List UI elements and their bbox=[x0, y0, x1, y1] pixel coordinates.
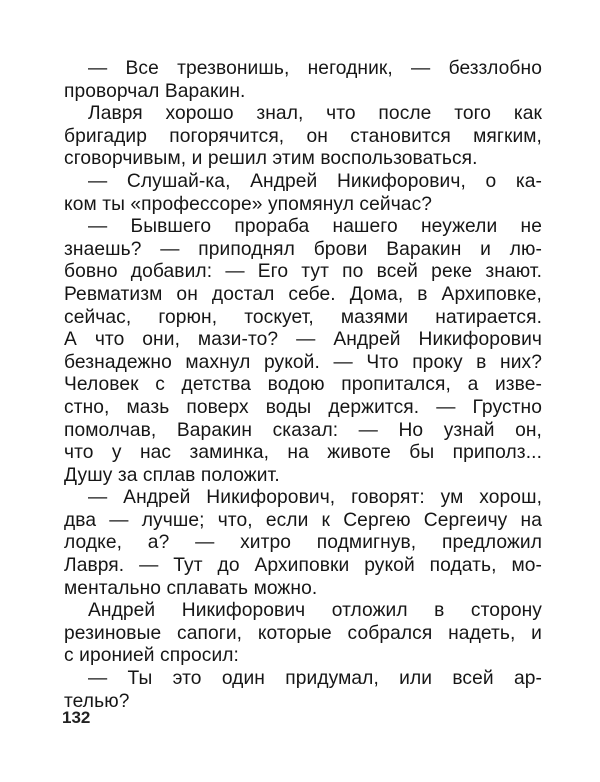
text-line: с иронией спросил: bbox=[64, 645, 239, 667]
text-line: проворчал Варакин. bbox=[64, 80, 246, 102]
text-line: — Слушай-ка, Андрей Никифорович, о ка- bbox=[88, 170, 542, 192]
text-line: два — лучше; что, если к Сергею Сергеичу на bbox=[64, 509, 542, 531]
text-line: бригадир погорячится, он становится мягким, bbox=[64, 125, 542, 147]
text-line: ком ты «профессоре» упомянул сейчас? bbox=[64, 193, 433, 215]
text-line: сговорчивым, и решил этим воспользоваться. bbox=[64, 148, 478, 170]
text-line: — Бывшего прораба нашего неужели не bbox=[88, 216, 542, 238]
text-line: ментально сплавать можно. bbox=[64, 577, 318, 599]
text-line: Ревматизм он достал себе. Дома, в Архиповке, bbox=[64, 283, 542, 305]
text-line: помолчав, Варакин сказал: — Но узнай он, bbox=[64, 419, 542, 441]
text-line: — Ты это один придумал, или всей ар- bbox=[88, 668, 542, 690]
text-line: Лавря хорошо знал, что после того как bbox=[88, 103, 542, 125]
text-line: Андрей Никифорович отложил в сторону bbox=[88, 600, 542, 622]
text-line: А что они, мази-то? — Андрей Никифорович bbox=[64, 329, 542, 351]
text-line: сейчас, горюн, тоскует, мазями натирается. bbox=[64, 306, 542, 328]
text-line: что у нас заминка, на животе бы приполз... bbox=[64, 442, 542, 464]
text-line: бовно добавил: — Его тут по всей реке знают. bbox=[64, 261, 542, 283]
text-line: безнадежно махнул рукой. — Что проку в них? bbox=[64, 351, 542, 373]
text-line: знаешь? — приподнял брови Варакин и лю- bbox=[64, 238, 542, 260]
text-line: лодке, а? — хитро подмигнув, предложил bbox=[64, 532, 542, 554]
text-line: Душу за сплав положит. bbox=[64, 464, 280, 486]
text-line: — Все трезвонишь, негодник, — беззлобно bbox=[88, 58, 542, 79]
text-line: Лавря. — Тут до Архиповки рукой подать, мо- bbox=[64, 555, 542, 577]
text-line: резиновые сапоги, которые собрался надеть, и bbox=[64, 622, 542, 644]
text-line: телью? bbox=[64, 690, 130, 712]
page-number: 132 bbox=[62, 708, 91, 727]
text-line: стно, мазь поверх воды держится. — Грустно bbox=[64, 396, 542, 418]
page-text bbox=[64, 58, 542, 713]
text-line: Человек с детства водою пропитался, а изве- bbox=[64, 374, 542, 396]
text-line: — Андрей Никифорович, говорят: ум хорош, bbox=[88, 487, 542, 509]
